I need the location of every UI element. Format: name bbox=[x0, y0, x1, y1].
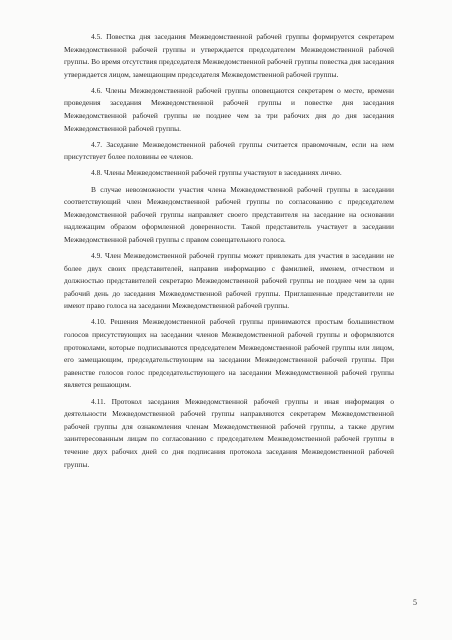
paragraph-4-11: 4.11. Протокол заседания Межведомственной рабочей группы и иная информация о деятельности Межведомственной рабочей группы направляются секретарем Межведомственной рабочей группы для ознакомления членам Межведомственной рабочей группы, а также другим заинтересованным лицам по согласованию с председателем Межведомственной рабочей группы в течение двух рабочих дней со дня подписания протокола заседания Межведомственной рабочей группы. bbox=[64, 396, 394, 469]
paragraph-4-6: 4.6. Члены Межведомственной рабочей группы оповещаются секретарем о месте, времени проведения заседания Межведомственной рабочей группы и повестке дня заседания Межведомственной рабочей группы не позднее чем за три рабочих дня до дня заседания Межведомственной рабочей группы. bbox=[64, 85, 394, 133]
paragraph-4-10: 4.10. Решения Межведомственной рабочей группы принимаются простым большинством голосов присутствующих на заседании членов Межведомственной рабочей группы и оформляются протоколами, которые подписываются председателем Межведомственной рабочей группы или лицом, его замещающим, председательствующим на заседании Межведомственной рабочей группы. При равенстве голосов голос председательствующего на заседании Межведомственной рабочей группы является решающим. bbox=[64, 317, 394, 390]
paragraph-4-7: 4.7. Заседание Межведомственной рабочей группы считается правомочным, если на нем присутствует более половины ее членов. bbox=[64, 139, 394, 162]
document-body bbox=[64, 31, 394, 475]
paragraph-4-5: 4.5. Повестка дня заседания Межведомственной рабочей группы формируется секретарем Межведомственной рабочей группы и утверждается председателем Межведомственной рабочей группы. Во время отсутствия председателя Межведомственной рабочей группы повестка дня заседания утверждается лицом, замещающим председателя Межведомственной рабочей группы. bbox=[64, 32, 394, 79]
paragraph-proxy-participation: В случае невозможности участия члена Межведомственной рабочей группы в заседании соответствующий член Межведомственной рабочей группы по согласованию с председателем Межведомственной рабочей группы направляет своего представителя на заседание на основании надлежащим образом оформленной доверенности. Такой представитель участвует в заседании Межведомственной рабочей группы с правом совещательного голоса. bbox=[64, 184, 394, 244]
paragraph-4-8: 4.8. Члены Межведомственной рабочей группы участвуют в заседаниях лично. bbox=[91, 168, 342, 178]
paragraph-4-9: 4.9. Член Межведомственной рабочей группы может привлекать для участия в заседании не более двух своих представителей, направив информацию с фамилией, именем, отчеством и должностью представителей секретарю Межведомственной рабочей группы не позднее чем за один рабочий день до заседания Межведомственной рабочей группы. Приглашенные представители не имеют право голоса на заседании Межведомственной рабочей группы. bbox=[64, 251, 394, 311]
page-number: 5 bbox=[413, 598, 417, 607]
